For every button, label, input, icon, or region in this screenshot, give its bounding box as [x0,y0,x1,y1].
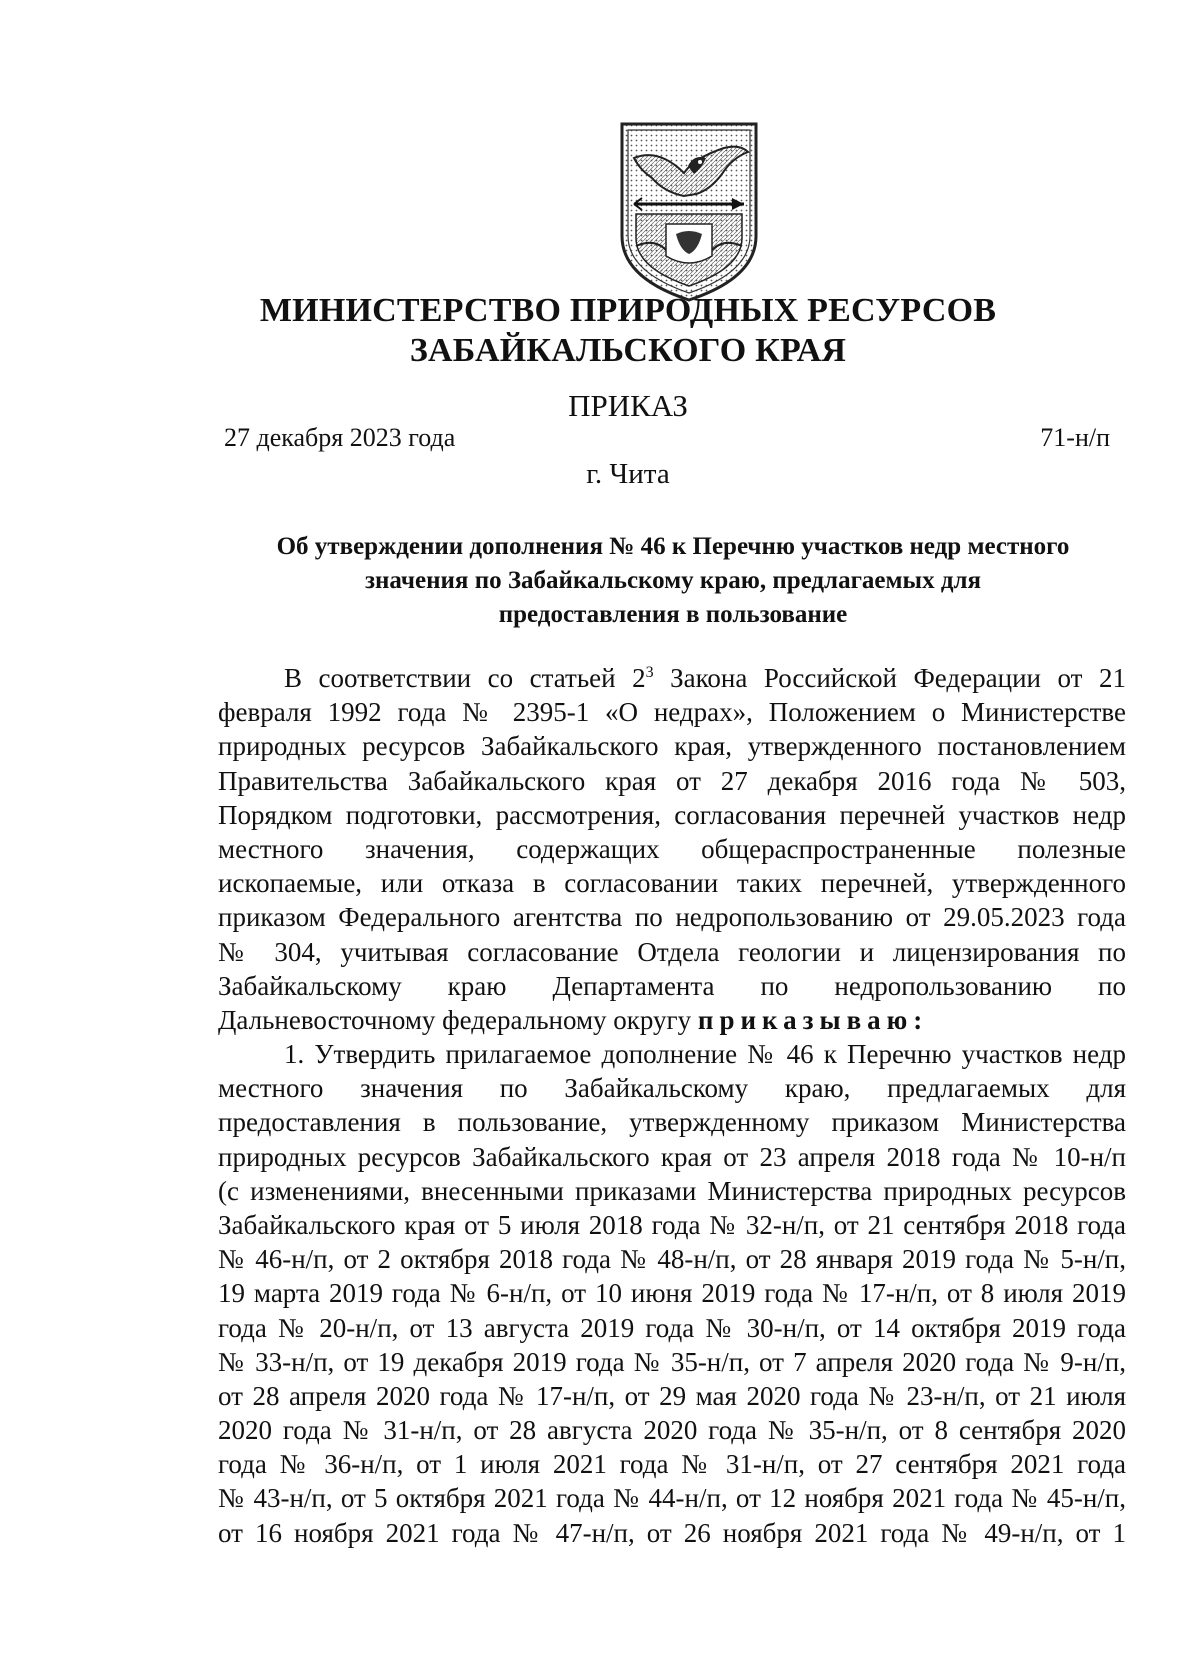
paragraph-line: 2020 года № 31-н/п, от 28 августа 2020 года № 35-н/п, от 8 сентября 2020 [218,1415,1126,1446]
paragraph-line: Забайкальского края от 5 июля 2018 года № 32-н/п, от 21 сентября 2018 года [218,1209,1126,1240]
organization-name-line1: МИНИСТЕРСТВО ПРИРОДНЫХ РЕСУРСОВ [259,292,997,329]
document-date: 27 декабря 2023 года [224,423,456,452]
paragraph-line: № 33-н/п, от 19 декабря 2019 года № 35-н/п, от 7 апреля 2020 года № 9-н/п, [218,1346,1126,1377]
paragraph-line: предоставления в пользование, утвержденному приказом Министерства [218,1107,1126,1138]
preamble-paragraph [218,661,1126,1037]
title-line: предоставления в пользование [498,601,848,628]
paragraph-line: местного значения, содержащих общераспространенные полезные [218,833,1126,864]
paragraph-line: № 43-н/п, от 5 октября 2021 года № 44-н/п, от 12 ноября 2021 года № 45-н/п, [218,1483,1126,1514]
coat-of-arms-emblem [614,118,764,304]
paragraph-line: приказом Федерального агентства по недропользованию от 29.05.2023 года [218,902,1126,933]
paragraph-line: № 304, учитывая согласование Отдела геологии и лицензирования по [218,936,1126,967]
paragraph-line: 19 марта 2019 года № 6-н/п, от 10 июня 2019 года № 17-н/п, от 8 июля 2019 [218,1278,1126,1309]
paragraph-line: Порядком подготовки, рассмотрения, согласования перечней участков недр [218,799,1126,830]
paragraph-line [218,661,1126,695]
order-keyword: приказываю: [697,1004,929,1035]
title-line: значения по Забайкальскому краю, предлагаемых для [364,567,982,594]
paragraph-line: февраля 1992 года № 2395-1 «О недрах», Положением о Министерстве [218,697,1126,728]
paragraph-line: природных ресурсов Забайкальского края от 23 апреля 2018 года № 10-н/п [218,1141,1126,1172]
paragraph-line: 1. Утвердить прилагаемое дополнение № 46 к Перечню участков недр [284,1039,1126,1069]
paragraph-line: ископаемые, или отказа в согласовании таких перечней, утвержденного [218,868,1126,899]
paragraph-line: Забайкальскому краю Департамента по недропользованию по [218,970,1126,1001]
superscript: 3 [645,664,654,681]
paragraph-line: от 16 ноября 2021 года № 47-н/п, от 26 ноября 2021 года № 49-н/п, от 1 [218,1517,1126,1548]
paragraph-line: года № 20-н/п, от 13 августа 2019 года № 30-н/п, от 14 октября 2019 года [218,1312,1126,1343]
paragraph-line: года № 36-н/п, от 1 июля 2021 года № 31-н/п, от 27 сентября 2021 года [218,1449,1126,1480]
document-city: г. Чита [586,458,670,490]
organization-name-line2: ЗАБАЙКАЛЬСКОГО КРАЯ [409,332,847,369]
coat-of-arms-icon [614,118,764,304]
text-fragment: В соответствии со статьей 2 [284,663,646,693]
title-line: Об утверждении дополнения № 46 к Перечню участков недр местного [276,533,1070,560]
paragraph-line: Правительства Забайкальского края от 27 декабря 2016 года № 503, [218,765,1126,796]
document-title [218,530,1128,632]
paragraph-line: (с изменениями, внесенными приказами Министерства природных ресурсов [218,1175,1126,1206]
document-type: ПРИКАЗ [568,388,688,423]
paragraph-line: № 46-н/п, от 2 октября 2018 года № 48-н/п, от 28 января 2019 года № 5-н/п, [218,1244,1126,1275]
text-fragment: Закона Российской Федерации от 21 [653,663,1126,693]
paragraph-line: природных ресурсов Забайкальского края, утвержденного постановлением [218,731,1126,762]
paragraph-line: местного значения по Забайкальскому краю, предлагаемых для [218,1073,1126,1104]
paragraph-line: от 28 апреля 2020 года № 17-н/п, от 29 мая 2020 года № 23-н/п, от 21 июля [218,1380,1126,1411]
item-1-paragraph [218,1037,1126,1550]
document-number: 71-н/п [1040,423,1110,452]
paragraph-line [218,1003,1126,1037]
text-fragment: Дальневосточному федеральному округу [218,1004,698,1035]
